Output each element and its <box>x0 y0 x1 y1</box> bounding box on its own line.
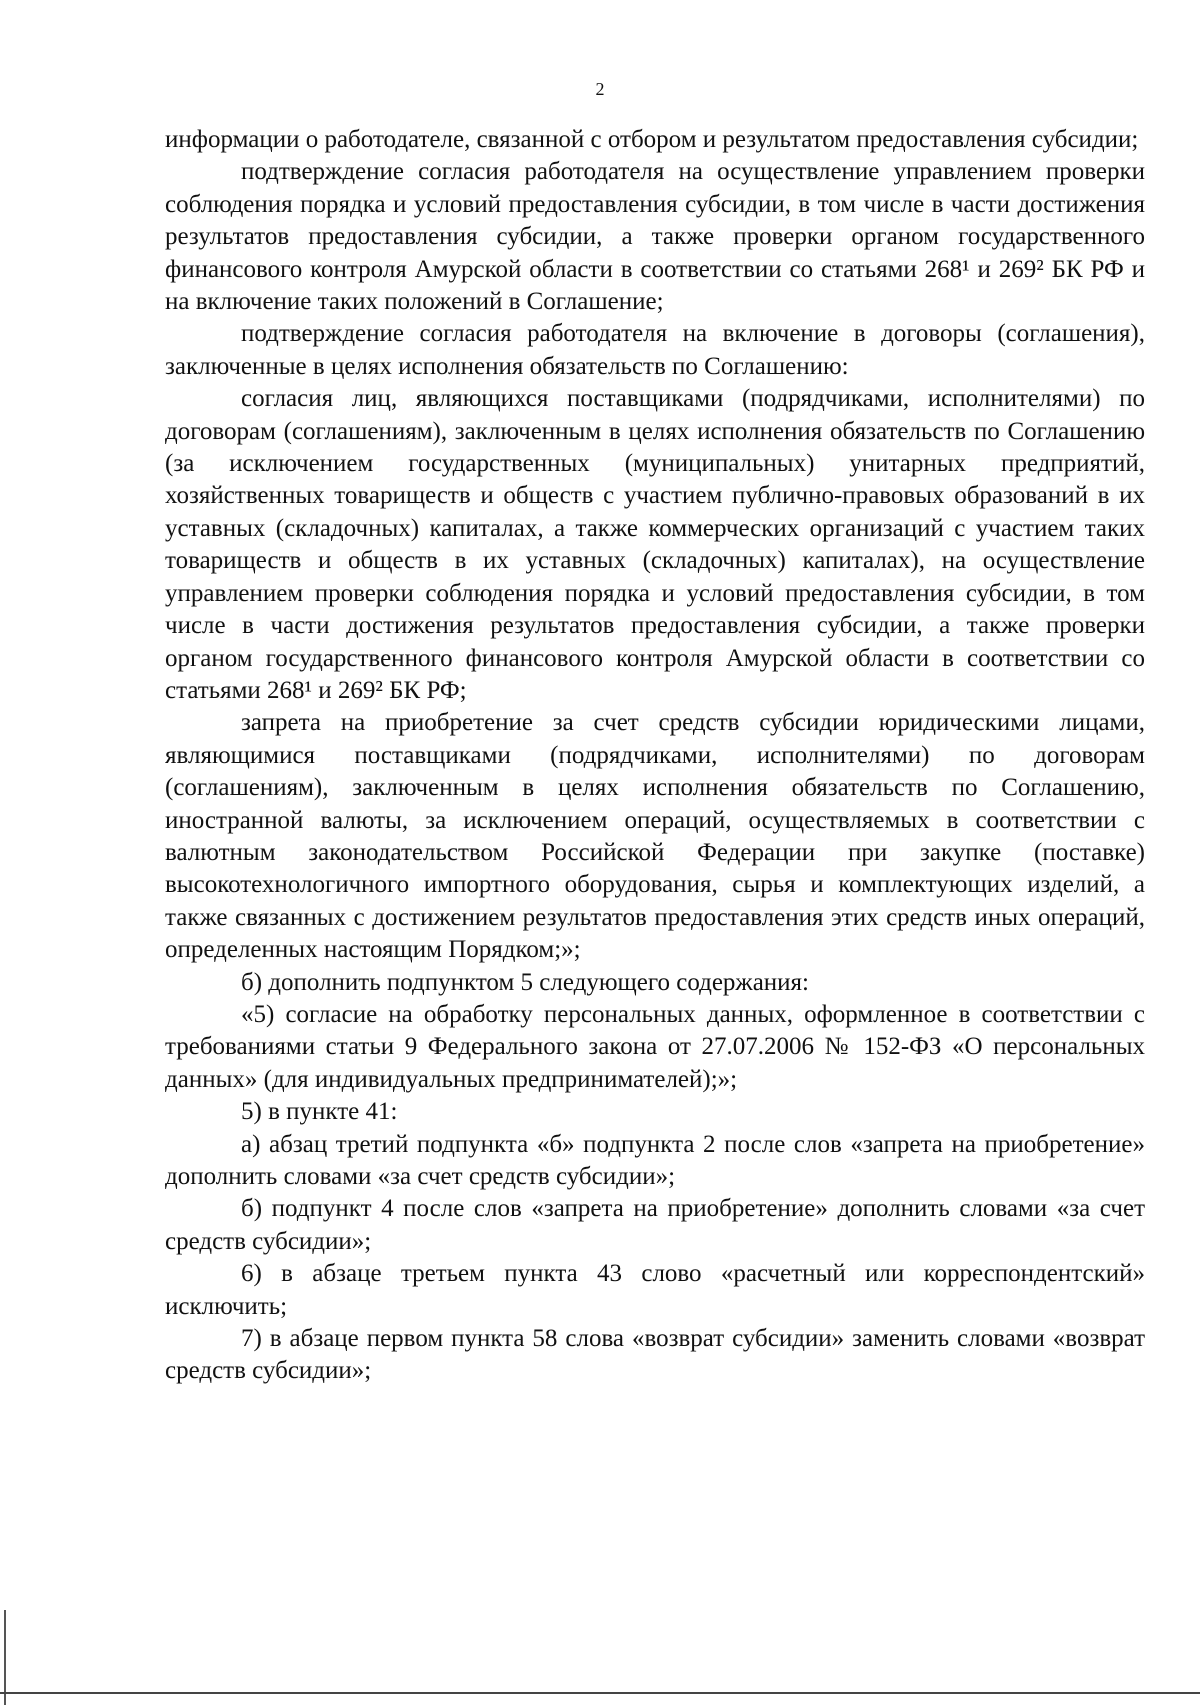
paragraph-item-7: 7) в абзаце первом пункта 58 слова «возврат субсидии» заменить словами «возврат средств субсидии»; <box>165 1325 1145 1385</box>
paragraph-consent-to-inspection: подтверждение согласия работодателя на осуществление управлением проверки соблюдения порядка и условий предоставления субсидии, в том числе в части достижения результатов предоставления субсидии, а также проверки органом государственного финансового контроля Амурской области в соответствии со статьями 268¹ и 269² БК РФ и на включение таких положений в Соглашение; <box>165 158 1145 316</box>
paragraph-item-5b: б) подпункт 4 после слов «запрета на приобретение» дополнить словами «за счет средств субсидии»; <box>165 1195 1145 1255</box>
paragraph-employer-information: информации о работодателе, связанной с отбором и результатом предоставления субсидии; <box>165 126 1139 153</box>
scan-edge-left <box>4 1610 6 1705</box>
paragraph-amendment-b: б) дополнить подпунктом 5 следующего содержания: <box>241 968 809 996</box>
paragraph-consent-to-contract-inclusion: подтверждение согласия работодателя на включение в договоры (соглашения), заключенные в целях исполнения обязательств по Соглашению: <box>165 320 1145 380</box>
paragraph-personal-data-consent: «5) согласие на обработку персональных данных, оформленное в соответствии с требованиями статьи 9 Федерального закона от 27.07.2006 № 152-ФЗ «О персональных данных» (для индивидуальных предпринимателей);»; <box>165 1000 1145 1093</box>
page-number: 2 <box>595 79 605 99</box>
paragraph-item-6: 6) в абзаце третьем пункта 43 слово «расчетный или корреспондентский» исключить; <box>165 1260 1145 1320</box>
paragraph-item-5a: а) абзац третий подпункта «б» подпункта 2 после слов «запрета на приобретение» дополнить словами «за счет средств субсидии»; <box>165 1130 1145 1190</box>
paragraph-supplier-consent: согласия лиц, являющихся поставщиками (подрядчиками, исполнителями) по договорам (соглашениям), заключенным в целях исполнения обязательств по Соглашению (за исключением государственных (муниципальных) унитарных предприятий, хозяйственных товариществ и обществ с участием публично-правовых образований в их уставных (складочных) капиталах, а также коммерческих организаций с участием таких товариществ и обществ в их уставных (складочных) капиталах), на осуществление управлением проверки соблюдения порядка и условий предоставления субсидии, в том числе в части достижения результатов предоставления субсидии, а также проверки органом государственного финансового контроля Амурской области в соответствии со статьями 268¹ и 269² БК РФ; <box>165 385 1145 704</box>
document-body <box>165 124 1145 1388</box>
paragraph-item-5: 5) в пункте 41: <box>241 1098 398 1126</box>
paragraph-currency-prohibition: запрета на приобретение за счет средств субсидии юридическими лицами, являющимися поставщиками (подрядчиками, исполнителями) по договорам (соглашениям), заключенным в целях исполнения обязательств по Соглашению, иностранной валюты, за исключением операций, осуществляемых в соответствии с валютным законодательством Российской Федерации при закупке (поставке) высокотехнологичного импортного оборудования, сырья и комплектующих изделий, а также связанных с достижением результатов предоставления этих средств иных операций, определенных настоящим Порядком;»; <box>165 709 1145 964</box>
scan-edge-bottom <box>0 1692 1200 1694</box>
